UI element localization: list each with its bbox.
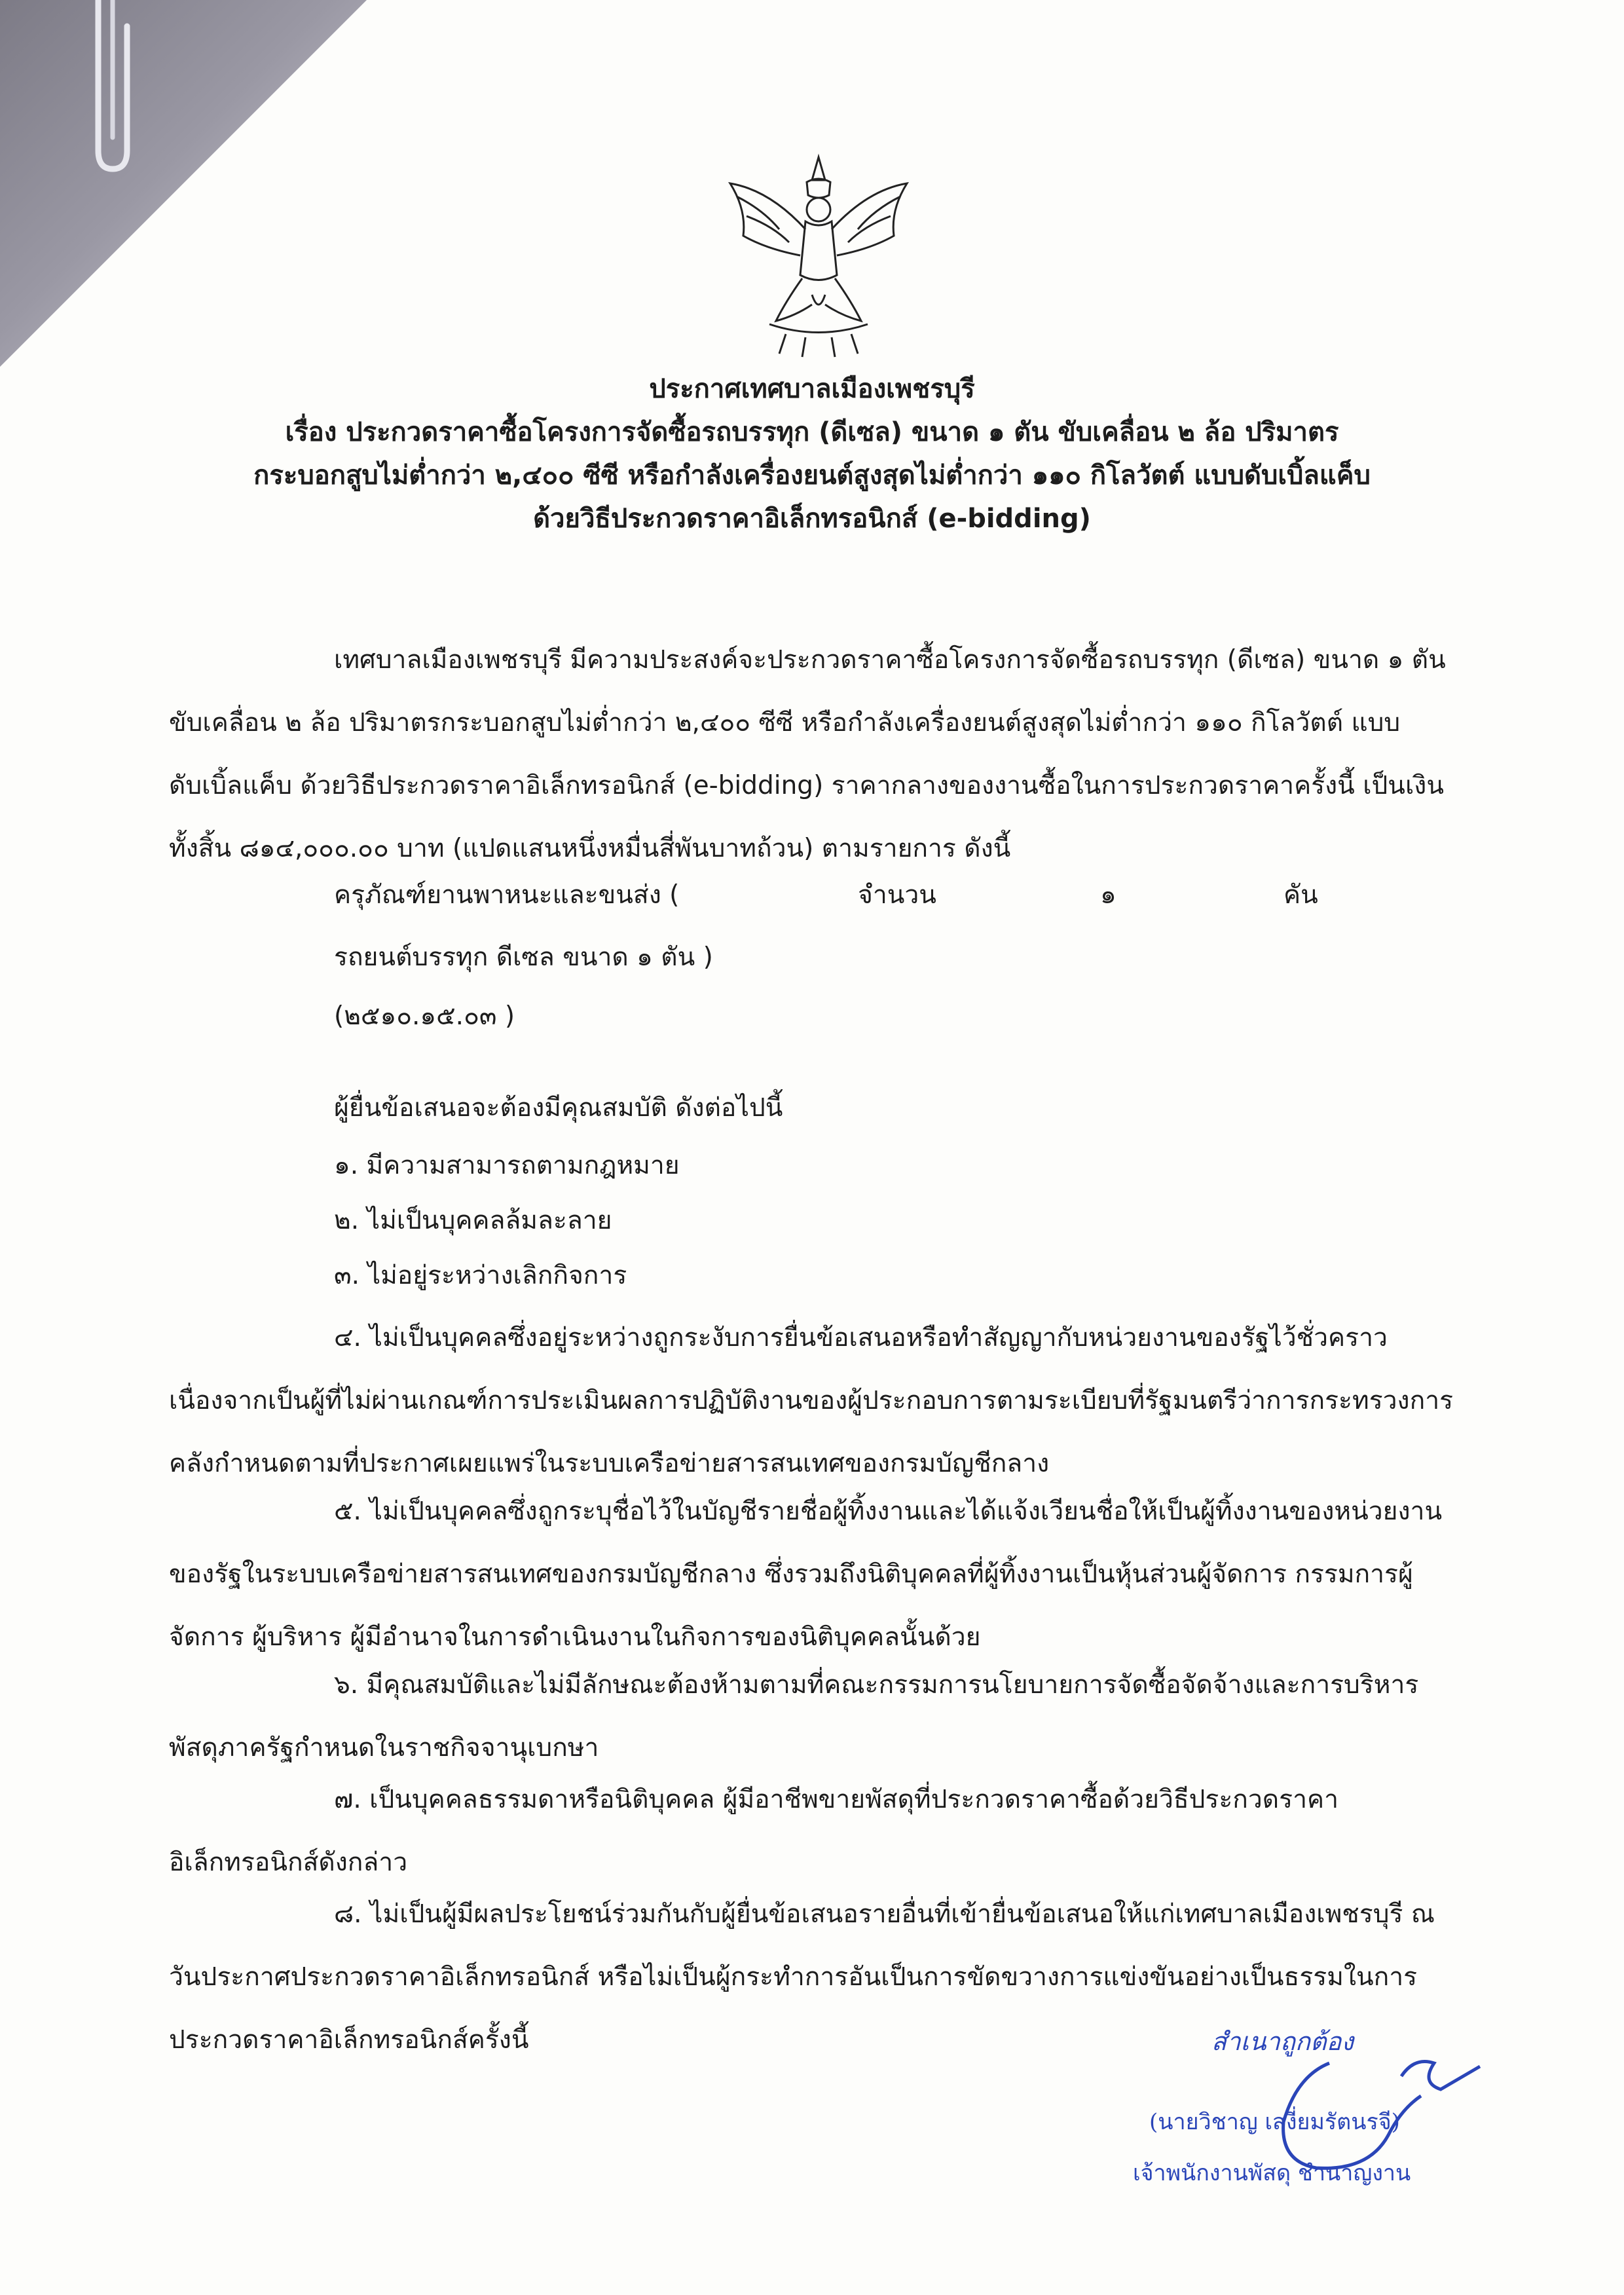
qualification-item-7: ๗. เป็นบุคคลธรรมดาหรือนิติบุคคล ผู้มีอาชีพขายพัสดุที่ประกวดราคาซื้อด้วยวิธีประกวดราคาอิเล็กทรอนิกส์ดังกล่าว [169,1785,1338,1877]
qualification-item-6: ๖. มีคุณสมบัติและไม่มีลักษณะต้องห้ามตามที่คณะกรรมการนโยบายการจัดซื้อจัดจ้างและการบริหารพัสดุภาครัฐกำหนดในราชกิจจานุเบกษา [169,1670,1419,1763]
qualification-item-8: ๘. ไม่เป็นผู้มีผลประโยชน์ร่วมกันกับผู้ยื่นข้อเสนอรายอื่นที่เข้ายื่นข้อเสนอให้แก่เทศบาลเมืองเพชรบุรี ณ วันประกาศประกวดราคาอิเล็กทรอนิกส์ หรือไม่เป็นผู้กระทำการอันเป็นการขัดขวางการแข่งขันอย่างเป็นธรรมในการประกวดราคาอิเล็กทรอนิกส์ครั้งนี้ [169,1899,1435,2055]
qualification-item-4: ๔. ไม่เป็นบุคคลซึ่งอยู่ระหว่างถูกระงับการยื่นข้อเสนอหรือทำสัญญากับหน่วยงานของรัฐไว้ชั่วคราว เนื่องจากเป็นผู้ที่ไม่ผ่านเกณฑ์การประเมินผลการปฏิบัติงานของผู้ประกอบการตามระเบียบที่รัฐมนตรีว่าการกระทรวงการคลังกำหนดตามที่ประกาศเผยแพร่ในระบบเครือข่ายสารสนเทศของกรมบัญชีกลาง [169,1323,1454,1478]
title-line: ด้วยวิธีประกวดราคาอิเล็กทรอนิกส์ (e-bidding) [533,504,1091,534]
title-line: กระบอกสูบไม่ต่ำกว่า ๒,๔๐๐ ซีซี หรือกำลังเครื่องยนต์สูงสุดไม่ต่ำกว่า ๑๑๐ กิโลวัตต์ แบบดับเบิ้ลแค็บ [253,460,1371,491]
intro-paragraph: เทศบาลเมืองเพชรบุรี มีความประสงค์จะประกวดราคาซื้อโครงการจัดซื้อรถบรรทุก (ดีเซล) ขนาด ๑ ตัน ขับเคลื่อน ๒ ล้อ ปริมาตรกระบอกสูบไม่ต่ำกว่า ๒,๔๐๐ ซีซี หรือกำลังเครื่องยนต์สูงสุดไม่ต่ำกว่า ๑๑๐ กิโลวัตต์ แบบดับเบิ้ลแค็บ ด้วยวิธีประกวดราคาอิเล็กทรอนิกส์ (e-bidding) ราคากลางของงานซื้อในการประกวดราคาครั้งนี้ เป็นเงินทั้งสิ้น ๘๑๔,๐๐๐.๐๐ บาท (แปดแสนหนึ่งหมื่นสี่พันบาทถ้วน) ตามรายการ ดังนี้ [169,645,1446,863]
list-item: ๒. ไม่เป็นบุคคลล้มละลาย [334,1206,612,1235]
list-item: ๑. มีความสามารถตามกฎหมาย [334,1151,680,1180]
certified-copy-note: สำเนาถูกต้อง [1211,2027,1354,2056]
corner-shadow [0,0,367,367]
qualification-item-5: ๕. ไม่เป็นบุคคลซึ่งถูกระบุชื่อไว้ในบัญชีรายชื่อผู้ทิ้งงานและได้แจ้งเวียนชื่อให้เป็นผู้ทิ้งงานของหน่วยงานของรัฐในระบบเครือข่ายสารสนเทศของกรมบัญชีกลาง ซึ่งรวมถึงนิติบุคคลที่ผู้ทิ้งงานเป็นหุ้นส่วนผู้จัดการ กรรมการผู้จัดการ ผู้บริหาร ผู้มีอำนาจในการดำเนินงานในกิจการของนิติบุคคลนั้นด้วย [169,1497,1443,1652]
title-line: ประกาศเทศบาลเมืองเพชรบุรี [649,374,975,404]
item-unit: คัน [1283,880,1318,910]
qualification-list [334,1138,680,1303]
item-qty-label: จำนวน [858,880,936,910]
qualifications-heading: ผู้ยื่นข้อเสนอจะต้องมีคุณสมบัติ ดังต่อไปนี้ [334,1093,783,1123]
garuda-emblem-icon [707,144,930,360]
item-category: ครุภัณฑ์ยานพาหนะและขนส่ง ( [334,880,680,910]
list-item: ๓. ไม่อยู่ระหว่างเลิกกิจการ [334,1261,627,1290]
paper-clip-icon [72,0,131,177]
item-name: รถยนต์บรรทุก ดีเซล ขนาด ๑ ตัน ) [334,942,713,972]
item-code: (๒๕๑๐.๑๕.๐๓ ) [334,1001,515,1031]
signer-name: (นายวิชาญ เสงี่ยมรัตนรจี) [1149,2109,1400,2135]
item-qty: ๑ [1100,880,1116,910]
announcement-title [0,373,1624,546]
title-line: เรื่อง ประกวดราคาซื้อโครงการจัดซื้อรถบรรทุก (ดีเซล) ขนาด ๑ ตัน ขับเคลื่อน ๒ ล้อ ปริมาตร [285,417,1339,447]
signer-position: เจ้าพนักงานพัสดุ ชำนาญงาน [1133,2160,1411,2186]
